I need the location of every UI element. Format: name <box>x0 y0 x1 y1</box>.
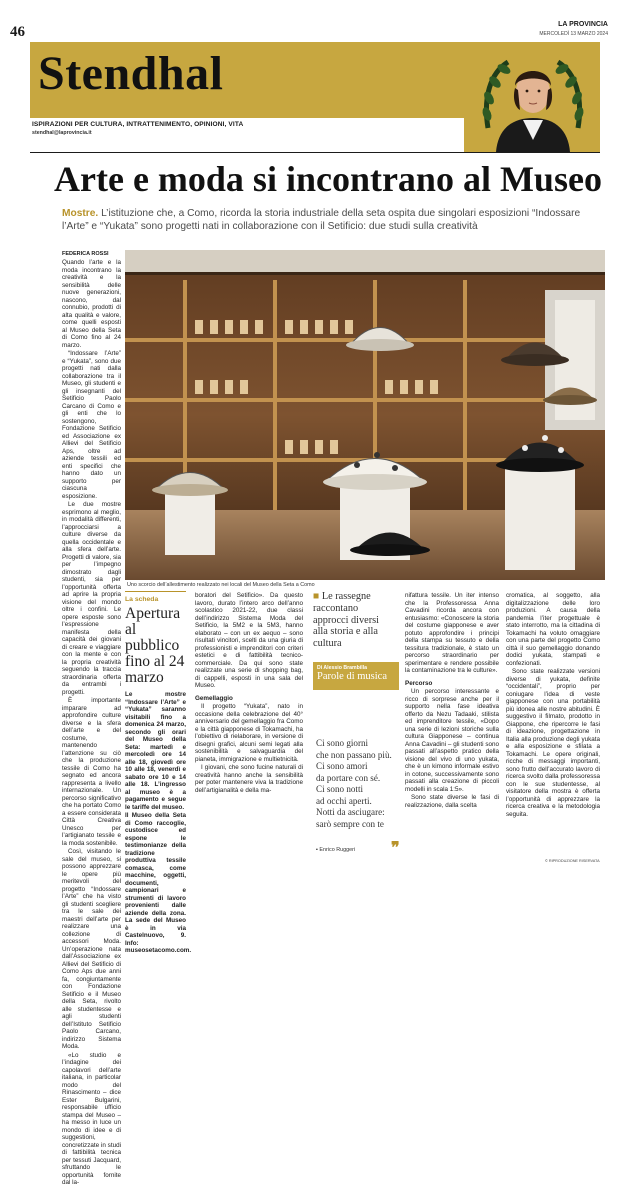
copyright-note: © RIPRODUZIONE RISERVATA <box>545 859 600 863</box>
paragraph: Il Museo della Seta di Como raccoglie, custodisce ed espone le testimonianze della tradizione produttiva tessile comasca, come macchine, oggetti, documenti, campionari e strumenti di lavoro provenienti dalle aziende della zona. La sede del Museo è in via Castelnuovo, 9. Info: museosetacomo.com. <box>125 812 192 954</box>
subhead-text: L’istituzione che, a Como, ricorda la storia industriale della seta ospita due singolari esposizioni “Indossare l’Arte” e “Yukata” sono progetti nati in collaborazione con il Setificio: due studi sulla creatività <box>62 208 581 233</box>
paragraph: Sono state realizzate versioni diverse di yukata, definite “occidentali”, proprio per coniugare l’idea di veste giapponese con una portabilità più idonea alle nostre abitudini. È suggestivo il filmato, prodotto in Giappone, che ripercorre le fasi di ideazione, progettazione in Italia alla produzione degli yukata e alla esposizione e sfilata a Tokamachi. Le opere originali, ricche di messaggi importanti, sono frutto dell’accurato lavoro di ricerca svolto dalla professoressa con le sue studentesse, al visitatore della mostra è offerta l’opportunità di apprezzare la ricerca creativa e la metodologia seguita. <box>506 668 600 818</box>
exhibition-photo <box>125 250 605 580</box>
quote-bar-icon: ■ <box>313 591 320 602</box>
info-box <box>125 591 192 954</box>
paragraph: Un percorso interessante e ricco di sorprese anche per il supporto nella fase ideativa offerto da Nezu Tadaaki, stilista ed imprenditore tessile, «Dopo una serie di lezioni storiche sulla cultura Giapponese – continua Anna Cavadini – gli studenti sono passati all’aspetto pratico della visione del vivo di uno yukata, che è un kimono informale estivo in cotone, successivamente sono passati alla creazione di piccoli modelli in scala 1:5». <box>405 688 499 793</box>
article-column-6 <box>506 592 600 858</box>
info-box-text <box>125 691 192 954</box>
subheading: Gemellaggio <box>195 694 233 702</box>
poem-line: sarò sempre con te <box>316 818 384 829</box>
credit-prefix-icon: ▪ <box>316 847 318 853</box>
poem-line: da portare con sé. <box>316 772 381 783</box>
section-email[interactable]: stendhal@laprovincia.it <box>32 130 92 136</box>
poem-line: Ci sono amori <box>316 761 368 771</box>
byline: FEDERICA ROSSI <box>62 251 109 257</box>
page-number: 46 <box>10 24 25 40</box>
issue-date: MERCOLEDÌ 13 MARZO 2024 <box>539 31 608 37</box>
article-column-1 <box>62 259 121 1186</box>
info-box-title: Apertura al pubblico fino al 24 marzo <box>125 605 185 686</box>
article-subhead <box>62 207 602 233</box>
top-rule <box>30 152 600 153</box>
newspaper-name: LA PROVINCIA <box>558 21 608 28</box>
section-title: Stendhal <box>38 47 224 100</box>
music-credit <box>316 847 355 853</box>
pull-quote <box>313 591 396 650</box>
quote-mark-icon: ❞ <box>391 840 400 857</box>
photo-caption: Uno scorcio dell’allestimento realizzato nei locali del Museo della Seta a Como <box>127 582 315 588</box>
music-title: Parole di musica <box>317 671 387 682</box>
paragraph: «Lo studio e l’indagine dei capolavori dell’arte italiana, in particolar modo del Rinascimento – dice Ester Bulgarini, responsabile ufficio stampa del Museo – ha messo in luce un mondo di idee e di suggestioni, concretizzate in studi di fattibilità tecnica per tessuti Jacquard, sfruttando le opportunità fornite dal la- <box>62 1051 121 1186</box>
poem-line: Ci sono giorni <box>316 738 369 748</box>
paragraph: Le mostre “Indossare l’Arte” e “Yukata” saranno visitabili fino a domenica 24 marzo, secondo gli orari del Museo della Seta: martedì e mercoledì ore 14 alle 18, giovedì ore 10 alle 18, venerdì e sabato ore 10 e 14 alle 18. L’ingresso al museo è a pagamento e segue le tariffe del museo. <box>125 691 186 811</box>
article-column-3 <box>195 592 303 864</box>
article-kicker: Mostre. <box>62 208 99 219</box>
paragraph: Sono state diverse le fasi di realizzazione, dalla scelta <box>405 794 499 809</box>
paragraph: cromatica, al soggetto, alla digitalizzazione delle loro produzioni. A causa della pandemia l’iter progettuale è stato interrotto, ma la cittadina di Tokamachi ha voluto omaggiare con una parte del progetto Como città il suo gemellaggio donando dodici yukata, stampati e confezionati. <box>506 592 600 667</box>
paragraph: “Indossare l’Arte” e “Yukata”, sono due progetti nati dalla collaborazione tra il Museo, gli studenti e gli insegnanti del Setificio Paolo Carcano di Como e gli enti che lo sostengono, Fondazione Setificio ed Associazione ex Allievi del Setificio Aps, oltre ad aziende tessili ed enti specifici che hanno dato un supporto per ciascuna esposizione. <box>62 350 121 500</box>
paragraph: Il progetto “Yukata”, nato in occasione della celebrazione del 40° anniversario del gemellaggio fra Como e la città giapponese di Tokamachi, ha l’obiettivo di rielaborare, in versione di disegni grafici, alcuni semi legati alla sostenibilità e salvaguardia del pianeta, immigrazione e multietnicità. <box>195 703 303 763</box>
music-poem <box>316 738 399 830</box>
poem-line: Notti da asciugare: <box>316 807 385 817</box>
paragraph: I giovani, che sono fucine naturali di creatività hanno anche la sensibilità per poter mantenere viva la tradizione dell’artigianalità e della ma- <box>195 764 303 794</box>
poem-line: Ci sono notti <box>316 784 363 794</box>
paragraph: boratori del Setificio». Da questo lavoro, durato l’intero arco dell’anno scolastico 2021-22, due classi dell’indirizzo Sistema Moda del Setificio, la 5M2 e la 5M3, hanno elaborato – con un ex aequo – sono risultati vincitori, scelti da una giuria di professionisti e imprenditori con criteri estetici e di fattibilità tecnico-commerciale. Da qui sono state realizzate una serie di shopping bag, di cappelli, esposti in una sala del Museo. <box>195 592 303 689</box>
poem-line: che non passano più. <box>316 749 392 760</box>
paragraph: nifattura tessile. Un iter intenso che la Professoressa Anna Cavadini ricorda ancora con entusiasmo: «Conoscere la storia del costume giapponese e aver potuto approfondire i principi della stampa su tessuto e della tessitura tradizionale, è stato un percorso straordinario per sperimentare e rendere possibile la contaminazione tra le culture». <box>405 592 499 674</box>
section-tagline: ISPIRAZIONI PER CULTURA, INTRATTENIMENTO, OPINIONI, VITA <box>32 121 244 128</box>
info-box-label: La scheda <box>125 591 186 603</box>
paragraph: È importante imparare ad approfondire culture diverse e la sfera dell’arte e del costume, mantenendo l’attenzione su ciò che la produzione tessile di Como ha segnato ed ancora rappresenta a livello internazionale. Un percorso significativo che ha portato Como a essere considerata Città Creativa Unesco per l’artigianato tessile e la moda sostenibile. <box>62 697 121 847</box>
music-credit-name: Enrico Ruggeri <box>319 847 356 853</box>
paragraph: Quando l’arte e la moda incontrano la creatività e la sensibilità delle nuove generazioni, nascono, dal connubio, prodotti di alta qualità e valore, come quelli esposti al Museo della Seta di Como fino al 24 marzo. <box>62 259 121 349</box>
paragraph: Le due mostre esprimono al meglio, in modalità differenti, l’approcciarsi a culture diverse da quella occidentale e alla sfera dell’arte. Progetti di valore, sia per l’impegno dimostrato dagli studenti, sia per l’opportunità offerta ad aprire la propria visione del mondo oltre i confini. Le opere esposte sono l’espressione manifesta della capacità dei giovani di creare e viaggiare con la mente e con la propria creatività seguendo la traccia straordinaria offerta da entrambi i progetti. <box>62 501 121 696</box>
article-headline: Arte e moda si incontrano al Museo <box>54 159 602 199</box>
article-column-5 <box>405 592 499 864</box>
pull-quote-body: Le rassegne raccontano approcci diversi alla storia e alla cultura <box>313 591 380 650</box>
portrait-illustration <box>478 48 588 152</box>
subheading: Percorso <box>405 679 433 687</box>
poem-line: ad occhi aperti. <box>316 795 372 806</box>
pull-quote-text <box>313 591 396 650</box>
paragraph: Così, visitando le sale del museo, si possono apprezzare le opere più meritevoli del progetto “Indossare l’Arte” che ha visto gli studenti scegliere tra le sale dei maestri dell’arte per realizzare una collezione di accessori Moda. Un’operazione nata dall’Associazione ex Allievi del Setificio di Como Aps due anni fa, congiuntamente con Fondazione Setificio e il Museo della Seta, rivolto alle studentesse e agli studenti dell’Istituto Setificio Paolo Carcano, indirizzo Sistema Moda. <box>62 848 121 1050</box>
music-header <box>313 662 399 690</box>
music-author: Di Alessio Brambilla <box>317 665 367 671</box>
